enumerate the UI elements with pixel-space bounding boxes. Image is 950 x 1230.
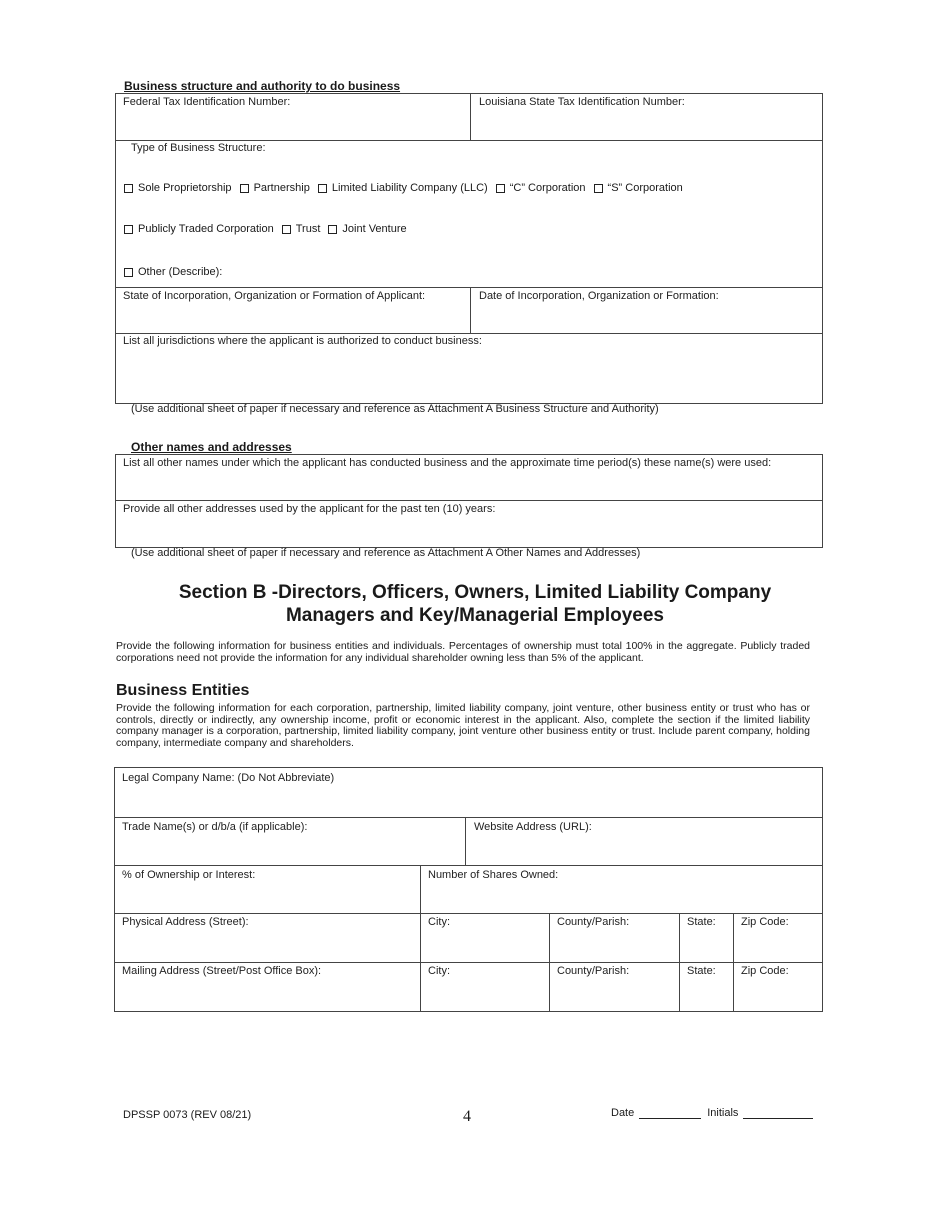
checkbox-icon[interactable] bbox=[124, 184, 133, 193]
other-names-heading: Other names and addresses bbox=[131, 440, 292, 454]
option-trust[interactable]: Trust bbox=[282, 223, 321, 235]
mailing-county-label: County/Parish: bbox=[557, 965, 630, 977]
business-entities-text: Provide the following information for each corporation, partnership, limited liability company, joint venture, other business entity or trust who has or controls, directly or indirectly, any ownership income, profit or economic interest in the applicant. Also, complete the section if the limited liability company manager is a corporation, partnership, limited liability company, joint venture other business entity or trust. Include parent company, holding company, intermediate company and shareholders. bbox=[116, 702, 810, 749]
ownership-label: % of Ownership or Interest: bbox=[122, 869, 256, 881]
date-incorporation-label: Date of Incorporation, Organization or Formation: bbox=[479, 290, 719, 302]
louisiana-tax-id-field[interactable] bbox=[471, 108, 822, 139]
mailing-state-field[interactable] bbox=[680, 979, 732, 1010]
form-id: DPSSP 0073 (REV 08/21) bbox=[123, 1109, 252, 1121]
section-b-title-line2: Managers and Key/Managerial Employees bbox=[285, 605, 665, 626]
other-names-note: (Use additional sheet of paper if necessary and reference as Attachment A Other Names and Addresses) bbox=[131, 547, 641, 559]
date-label: Date bbox=[611, 1107, 635, 1119]
option-c-corporation[interactable]: “C” Corporation bbox=[496, 182, 586, 194]
checkbox-icon[interactable] bbox=[328, 225, 337, 234]
shares-field[interactable] bbox=[421, 883, 822, 912]
initials-label: Initials bbox=[707, 1107, 739, 1119]
other-addresses-field[interactable] bbox=[116, 517, 822, 546]
date-field[interactable] bbox=[639, 1106, 701, 1119]
option-publicly-traded[interactable]: Publicly Traded Corporation bbox=[124, 223, 274, 235]
other-names-field[interactable] bbox=[116, 471, 822, 499]
mailing-city-field[interactable] bbox=[421, 979, 548, 1010]
checkbox-icon[interactable] bbox=[282, 225, 291, 234]
date-incorporation-field[interactable] bbox=[471, 303, 822, 333]
option-llc[interactable]: Limited Liability Company (LLC) bbox=[318, 182, 488, 194]
checkbox-icon[interactable] bbox=[318, 184, 327, 193]
ownership-field[interactable] bbox=[115, 883, 419, 912]
option-s-corporation[interactable]: “S” Corporation bbox=[594, 182, 683, 194]
business-entities-heading: Business Entities bbox=[116, 682, 250, 699]
other-names-label: List all other names under which the applicant has conducted business and the approximate time period(s) these name(s) were used: bbox=[123, 457, 772, 469]
business-type-options-row2 bbox=[124, 223, 415, 235]
physical-state-label: State: bbox=[687, 916, 716, 928]
business-structure-note: (Use additional sheet of paper if necessary and reference as Attachment A Business Structure and Authority) bbox=[131, 403, 659, 415]
trade-name-field[interactable] bbox=[115, 835, 464, 864]
physical-county-field[interactable] bbox=[550, 930, 678, 961]
business-type-options-row1 bbox=[124, 182, 691, 194]
mailing-county-field[interactable] bbox=[550, 979, 678, 1010]
checkbox-icon[interactable] bbox=[240, 184, 249, 193]
physical-zip-field[interactable] bbox=[734, 930, 822, 961]
other-addresses-label: Provide all other addresses used by the applicant for the past ten (10) years: bbox=[123, 503, 496, 515]
federal-tax-id-field[interactable] bbox=[116, 108, 469, 139]
business-type-option-other bbox=[124, 266, 230, 278]
state-incorporation-field[interactable] bbox=[116, 303, 469, 333]
mailing-state-label: State: bbox=[687, 965, 716, 977]
shares-label: Number of Shares Owned: bbox=[428, 869, 559, 881]
mailing-zip-field[interactable] bbox=[734, 979, 822, 1010]
section-b-intro: Provide the following information for business entities and individuals. Percentages of ownership must total 100% in the aggregate. Publicly traded corporations need not provide the information for any individual shareholder owning less than 5% of the applicant. bbox=[116, 640, 810, 664]
louisiana-tax-id-label: Louisiana State Tax Identification Number: bbox=[479, 96, 685, 108]
physical-county-label: County/Parish: bbox=[557, 916, 630, 928]
jurisdictions-field[interactable] bbox=[116, 349, 822, 402]
physical-address-label: Physical Address (Street): bbox=[122, 916, 249, 928]
mailing-city-label: City: bbox=[428, 965, 450, 977]
option-joint-venture[interactable]: Joint Venture bbox=[328, 223, 406, 235]
state-incorporation-label: State of Incorporation, Organization or Formation of Applicant: bbox=[123, 290, 426, 302]
business-type-label: Type of Business Structure: bbox=[131, 142, 266, 154]
option-partnership[interactable]: Partnership bbox=[240, 182, 310, 194]
business-structure-heading: Business structure and authority to do business bbox=[124, 79, 401, 93]
physical-city-field[interactable] bbox=[421, 930, 548, 961]
physical-city-label: City: bbox=[428, 916, 450, 928]
section-b-title-line1: Section B -Directors, Officers, Owners, Limited Liability Company bbox=[178, 582, 772, 603]
checkbox-icon[interactable] bbox=[124, 268, 133, 277]
legal-name-label: Legal Company Name: (Do Not Abbreviate) bbox=[122, 772, 335, 784]
option-other[interactable]: Other (Describe): bbox=[124, 266, 222, 278]
website-label: Website Address (URL): bbox=[474, 821, 592, 833]
checkbox-icon[interactable] bbox=[496, 184, 505, 193]
mailing-address-label: Mailing Address (Street/Post Office Box): bbox=[122, 965, 322, 977]
federal-tax-id-label: Federal Tax Identification Number: bbox=[123, 96, 291, 108]
trade-name-label: Trade Name(s) or d/b/a (if applicable): bbox=[122, 821, 308, 833]
jurisdictions-label: List all jurisdictions where the applicant is authorized to conduct business: bbox=[123, 335, 482, 347]
physical-zip-label: Zip Code: bbox=[741, 916, 789, 928]
website-field[interactable] bbox=[466, 835, 822, 864]
date-initials-line bbox=[611, 1106, 813, 1119]
legal-name-field[interactable] bbox=[115, 786, 822, 816]
checkbox-icon[interactable] bbox=[594, 184, 603, 193]
mailing-address-field[interactable] bbox=[115, 979, 419, 1010]
physical-state-field[interactable] bbox=[680, 930, 732, 961]
page-number: 4 bbox=[463, 1108, 471, 1125]
initials-field[interactable] bbox=[743, 1106, 813, 1119]
option-sole-proprietorship[interactable]: Sole Proprietorship bbox=[124, 182, 232, 194]
mailing-zip-label: Zip Code: bbox=[741, 965, 789, 977]
physical-address-field[interactable] bbox=[115, 930, 419, 961]
checkbox-icon[interactable] bbox=[124, 225, 133, 234]
